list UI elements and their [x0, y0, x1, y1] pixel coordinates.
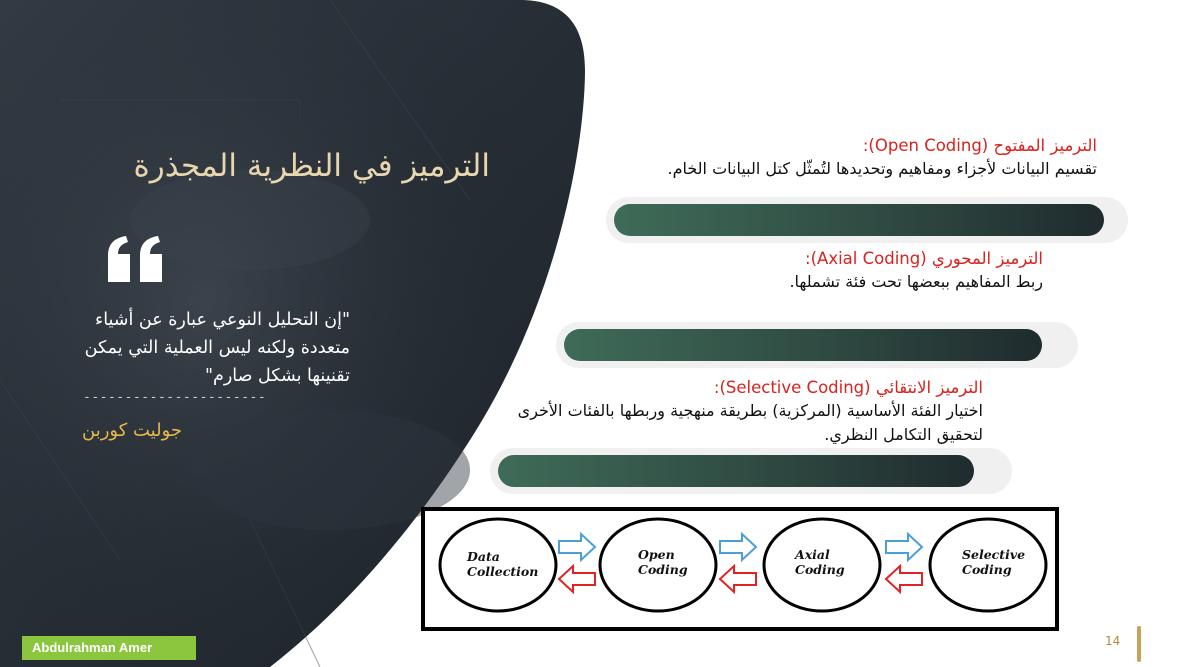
section-selective-coding	[503, 377, 983, 447]
bar-fill	[564, 329, 1042, 361]
node-data-collection: Data Collection	[467, 549, 539, 579]
forward-arrow-icon	[559, 534, 595, 560]
node-open-coding: Open Coding	[638, 547, 688, 577]
coding-flow-diagram	[421, 507, 1059, 631]
bar-fill	[498, 455, 974, 487]
section-body-line-1: اختيار الفئة الأساسية (المركزية) بطريقة منهجية وربطها بالفئات الأخرى	[517, 401, 983, 420]
bar-open-coding	[606, 197, 1128, 243]
bar-axial-coding	[556, 322, 1078, 368]
forward-arrow-icon	[886, 534, 922, 560]
author-name-tag: Abdulrahman Amer	[22, 636, 196, 660]
section-axial-coding	[623, 248, 1043, 294]
slide-title: الترميز في النظرية المجذرة	[133, 148, 490, 184]
quote-text: "إن التحليل النوعي عبارة عن أشياء متعددة ولكنه ليس العملية التي يمكن تقنينها بشكل صارم"	[84, 310, 350, 386]
back-arrow-icon	[720, 566, 756, 592]
quote-mark-icon	[104, 228, 168, 292]
section-heading: الترميز المفتوح (Open Coding):	[862, 136, 1097, 155]
page-number: 14	[1105, 634, 1121, 648]
section-body: تقسيم البيانات لأجزاء ومفاهيم وتحديدها لتُمثّل كتل البيانات الخام.	[667, 159, 1097, 178]
section-body-line-2: لتحقيق التكامل النظري.	[824, 425, 983, 444]
quote-author: جوليت كوربن	[82, 420, 183, 441]
bar-selective-coding	[490, 448, 1012, 494]
bar-fill	[614, 204, 1104, 236]
section-open-coding	[537, 135, 1097, 181]
section-body: ربط المفاهيم ببعضها تحت فئة تشملها.	[789, 272, 1043, 291]
section-heading: الترميز الانتقائي (Selective Coding):	[713, 378, 983, 397]
node-axial-coding: Axial Coding	[795, 547, 845, 577]
section-heading: الترميز المحوري (Axial Coding):	[805, 249, 1043, 268]
forward-arrow-icon	[720, 534, 756, 560]
back-arrow-icon	[886, 566, 922, 592]
node-selective-coding: Selective Coding	[962, 547, 1026, 577]
back-arrow-icon	[559, 566, 595, 592]
quote-divider: ----------------------	[83, 390, 267, 405]
page-marker-line	[1137, 626, 1141, 662]
